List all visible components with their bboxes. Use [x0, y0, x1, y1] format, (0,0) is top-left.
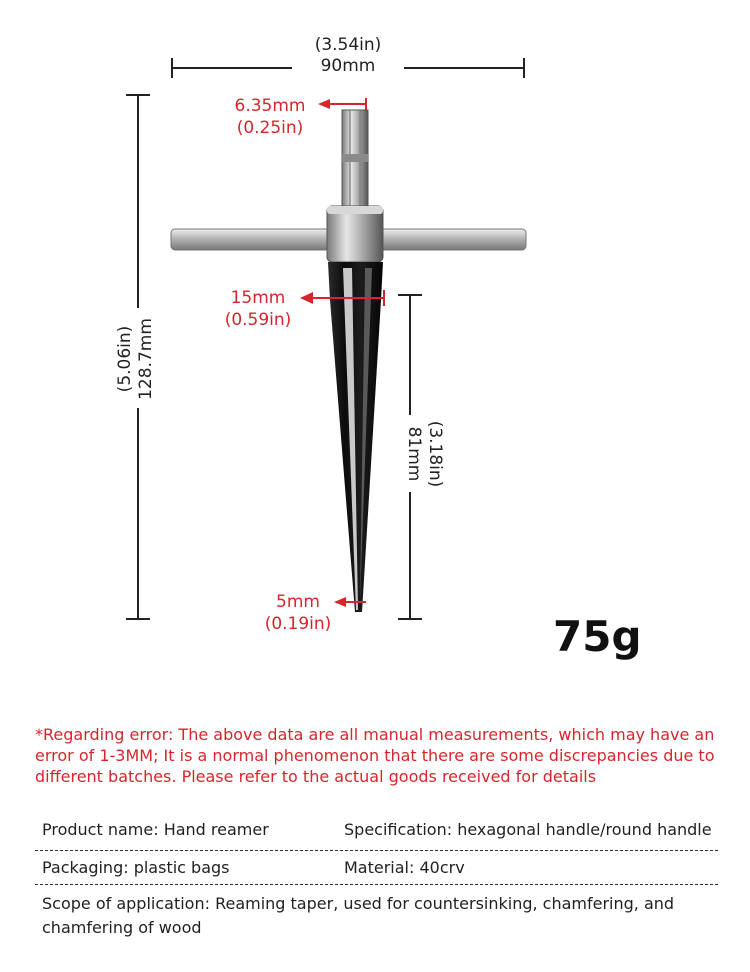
dimension-lines — [126, 58, 524, 619]
max-diameter-inches: (0.59in) — [224, 310, 292, 330]
packaging-cell: Packaging: plastic bags — [42, 858, 230, 877]
hex-shank — [342, 110, 368, 206]
scope-of-application: Scope of application: Reaming taper, used for countersinking, chamfering, and chamfering of wood — [42, 894, 675, 937]
width-mm: 90mm — [320, 56, 376, 76]
width-inches: (3.54in) — [314, 35, 382, 55]
max-diameter-label — [210, 287, 306, 331]
flute-dimension-label — [399, 399, 445, 509]
min-diameter-mm: 5mm — [276, 592, 320, 612]
material-cell: Material: 40crv — [344, 858, 465, 877]
max-diameter-mm: 15mm — [230, 288, 286, 308]
flute-inches: (3.18in) — [425, 420, 445, 488]
spec-row-1 — [35, 810, 718, 851]
reamer-body — [328, 262, 383, 612]
collar — [327, 206, 383, 262]
error-note: *Regarding error: The above data are all manual measurements, which may have an error of 1-3MM; It is a normal phenomenon that there are some discrepancies due to different batches. Please refer to the actual goods received for details — [35, 725, 715, 786]
product-name-cell: Product name: Hand reamer — [42, 820, 269, 839]
specification-cell: Specification: hexagonal handle/round handle — [344, 820, 712, 839]
shank-inches: (0.25in) — [236, 118, 304, 138]
min-diameter-label — [252, 591, 344, 635]
length-inches: (5.06in) — [115, 325, 135, 393]
length-mm: 128.7mm — [136, 318, 156, 400]
flute-mm: 81mm — [404, 426, 424, 482]
width-dimension-label — [292, 35, 404, 77]
shank-dimension-label — [220, 95, 320, 139]
shank-mm: 6.35mm — [234, 96, 306, 116]
length-dimension-label — [115, 294, 161, 424]
min-diameter-inches: (0.19in) — [264, 614, 332, 634]
spec-row-2 — [35, 850, 718, 885]
weight-label: 75g — [553, 612, 642, 661]
